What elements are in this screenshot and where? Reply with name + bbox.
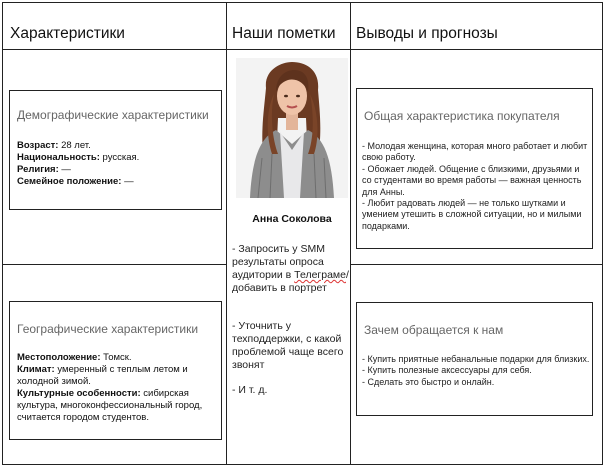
religion-row: Религия: — <box>17 164 71 175</box>
persona-name: Анна Соколова <box>252 213 332 225</box>
buyer-summary-text: - Молодая женщина, которая много работает и любит свою работу. - Обожает людей. Общение с близкими, друзьями и со студентами во время работы — важная ценность для Анны. - Любит радовать людей — не только шутками и умением утешить в сложной ситуации, но и милыми подарками. <box>362 141 588 231</box>
nationality-row: Национальность: русская. <box>17 152 140 163</box>
demographics-title: Демографические характеристики <box>17 108 209 122</box>
demographics-fields <box>17 140 217 188</box>
geography-card <box>9 301 222 440</box>
culture-row: Культурные особенности: сибирская культура, многоконфессиональный город, считается городом студентов. <box>17 388 203 423</box>
age-row: Возраст: 28 лет. <box>17 140 91 151</box>
row-divider <box>2 264 226 265</box>
misspelled-word: Телеграме <box>294 269 346 281</box>
location-row: Местоположение: Томск. <box>17 352 132 363</box>
header-conclusions: Выводы и прогнозы <box>356 25 498 42</box>
note-survey: - Запросить у SMM результаты опроса аудитории в Телеграме/добавить в портрет <box>232 243 349 294</box>
column-divider <box>350 2 351 465</box>
header-characteristics: Характеристики <box>10 25 125 42</box>
reasons-text: - Купить приятные небанальные подарки для близких. - Купить полезные аксессуары для себя. - Сделать это быстро и онлайн. <box>362 354 590 387</box>
buyer-summary-title: Общая характеристика покупателя <box>364 109 560 123</box>
header-divider <box>2 49 603 50</box>
reasons-card <box>356 302 593 416</box>
persona-photo <box>236 58 348 198</box>
demographics-card <box>9 90 222 210</box>
header-notes: Наши пометки <box>232 25 336 42</box>
row-divider <box>350 264 603 265</box>
note-etc: - И т. д. <box>232 384 268 396</box>
note-support: - Уточнить у техподдержки, с какой проблемой чаще всего звонят <box>232 320 344 371</box>
column-divider <box>226 2 227 465</box>
geography-fields <box>17 352 217 424</box>
buyer-summary-card <box>356 88 593 249</box>
geography-title: Географические характеристики <box>17 322 199 336</box>
marital-row: Семейное положение: — <box>17 176 134 187</box>
reasons-title: Зачем обращается к нам <box>364 323 504 337</box>
climate-row: Климат: умеренный с теплым летом и холодной зимой. <box>17 364 188 387</box>
